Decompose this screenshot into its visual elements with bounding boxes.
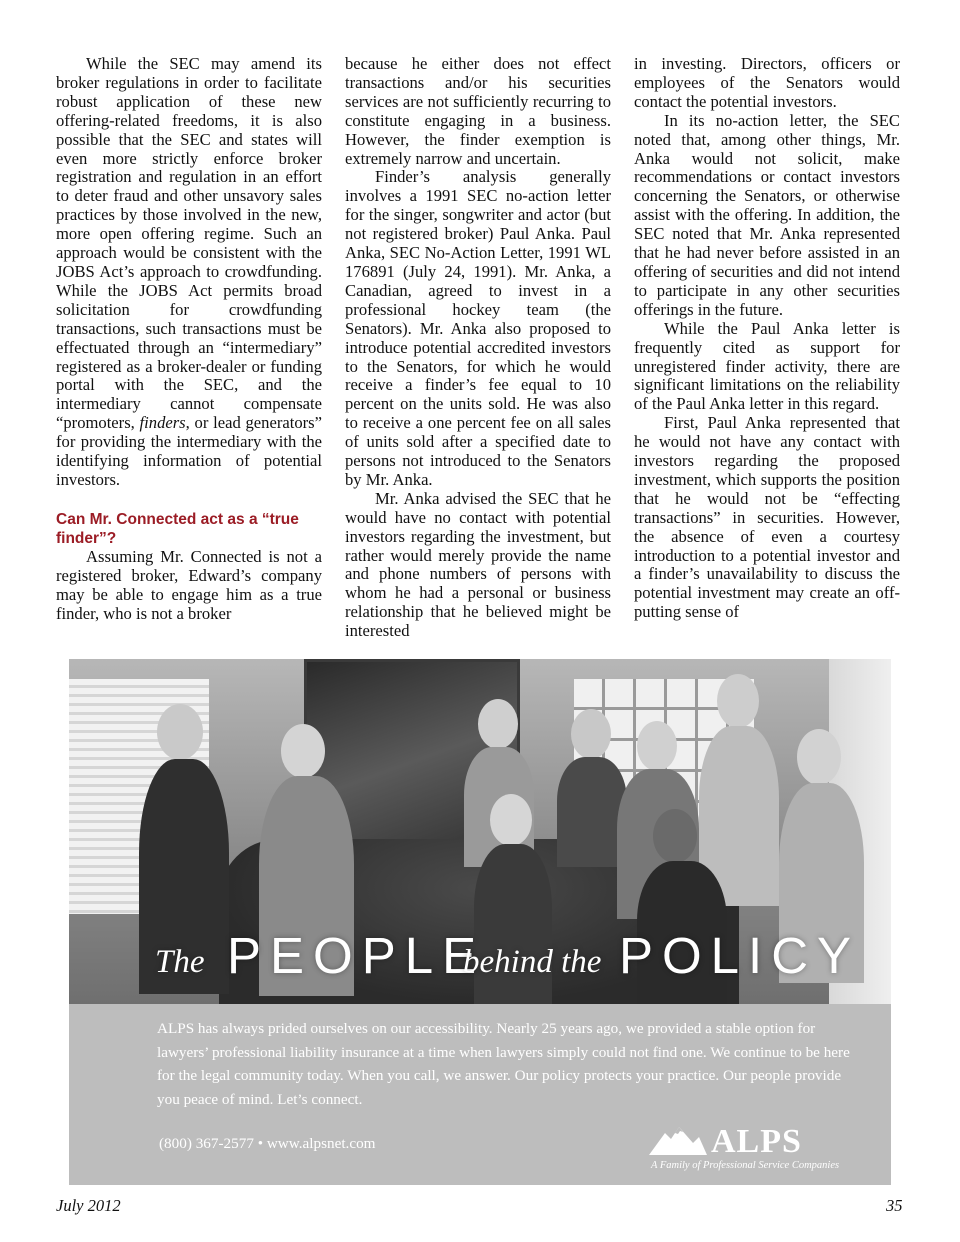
footer-date: July 2012 bbox=[56, 1196, 121, 1215]
alps-logo bbox=[649, 1119, 839, 1175]
paragraph: First, Paul Anka represented that he would not have any contact with investors regarding the proposed investment, which supports the position that he would not be “effecting transactions” in securities. However, the absence of even a courtesy introduction to a potential investor and a finder’s unavailability to discuss the potential investment may create an off-putting sense of bbox=[634, 413, 900, 622]
paragraph: because he either does not effect transactions and/or his securities services are not sufficiently recurring to constitute engaging in a business. However, the finder exemption is extremely narrow and uncertain. bbox=[345, 54, 611, 168]
paragraph: in investing. Directors, officers or employees of the Senators would contact the potential investors. bbox=[634, 54, 900, 111]
paragraph: While the Paul Anka letter is frequently cited as support for unregistered finder activity, there are significant limitations on the reliability of the Paul Anka letter in this regard. bbox=[634, 318, 900, 414]
paragraph: Mr. Anka advised the SEC that he would have no contact with potential investors regarding the investment, but rather would merely provide the name and phone numbers of persons with whom he had a personal or business relationship that he believed might be interested bbox=[345, 488, 611, 641]
headline-policy: POLICY bbox=[619, 927, 861, 984]
page-number: 35 bbox=[886, 1196, 903, 1215]
article-column-1 bbox=[56, 55, 322, 623]
paragraph: While the SEC may amend its broker regulations in order to facilitate robust application of these new offering-related freedoms, it is also possible that the SEC and states will even more strictly enforce broker registration and regulation in an effort to deter fraud and other unsavory sales practices by those involved in the new, more open offering regime. Such an approach would be consistent with the JOBS Act’s approach to crowdfunding. While the JOBS Act permits broad solicitation for crowdfunding transactions, such transactions must be effectuated through an “intermediary” registered as a broker-dealer or funding portal with the SEC, and the intermediary cannot compensate “promoters, finders, or lead generators” for providing the intermediary with the identifying information of potential investors. bbox=[56, 54, 322, 489]
article-column-2 bbox=[345, 55, 611, 641]
paragraph: In its no-action letter, the SEC noted that, among other things, Mr. Anka would not solicit, make recommendations or contact investors concerning the Senators, or otherwise assist with the offering. In addition, the SEC noted that Mr. Anka represented that he had never before assisted in an offering of securities and did not intend to participate in any other securities offerings in the future. bbox=[634, 110, 900, 319]
mountain-icon bbox=[649, 1125, 707, 1160]
headline-behind-the: behind the bbox=[463, 944, 602, 980]
section-heading: Can Mr. Connected act as a “true finder”? bbox=[56, 510, 299, 547]
alps-advertisement bbox=[69, 659, 891, 1185]
headline-the: The bbox=[155, 944, 205, 980]
emphasis-finders: finders bbox=[139, 413, 186, 433]
paragraph: Assuming Mr. Connected is not a registered broker, Edward’s company may be able to engage him as a true finder, who is not a broker bbox=[56, 546, 322, 623]
logo-tagline: A Family of Professional Service Companies bbox=[651, 1160, 840, 1171]
paragraph: Finder’s analysis generally involves a 1991 SEC no-action letter for the singer, songwriter and actor (but not registered broker) Paul Anka. Paul Anka, SEC No-Action Letter, 1991 WL 176891 (July 24, 1991). Mr. Anka, a Canadian, agreed to invest in a professional hockey team (the Senators). Mr. Anka also proposed to introduce potential accredited investors to the Senators, for which he would receive a finder’s fee equal to 10 percent on the units sold. He was also to receive a one percent fee on all sales of units sold after a specified date to persons not introduced to the Senators by Mr. Anka. bbox=[345, 167, 611, 489]
ad-contact-info: (800) 367-2577 • www.alpsnet.com bbox=[159, 1135, 376, 1152]
ad-headline bbox=[69, 924, 891, 1004]
article-column-3 bbox=[634, 55, 900, 622]
team-photo bbox=[69, 659, 891, 1004]
logo-brand: ALPS bbox=[711, 1123, 802, 1160]
headline-people: PEOPLE bbox=[227, 927, 486, 984]
ad-body-text: ALPS has always prided ourselves on our accessibility. Nearly 25 years ago, we provided a stable option for lawyers’ professional liability insurance at a time when lawyers simply could not find one. We continue to be here for the legal community today. When you call, we answer. Our policy protects your practice. Our people provide you peace of mind. Let’s connect. bbox=[157, 1020, 850, 1108]
